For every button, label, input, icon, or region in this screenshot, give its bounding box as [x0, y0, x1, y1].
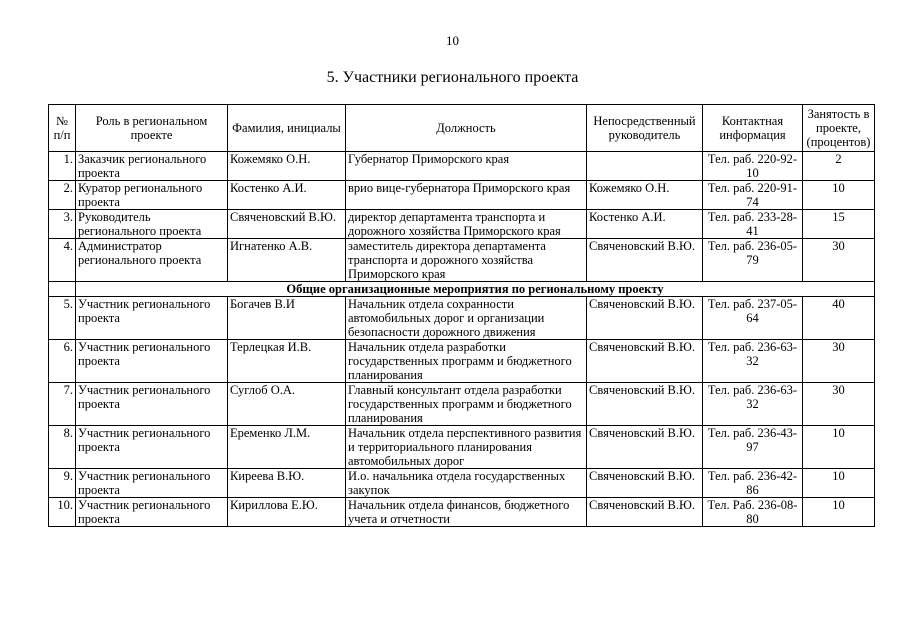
cell-num: 10.: [49, 498, 76, 527]
cell-contact: Тел. раб. 236-05-79: [703, 239, 803, 282]
cell-contact: Тел. раб. 236-42-86: [703, 469, 803, 498]
cell-position: И.о. начальника отдела государственных закупок: [346, 469, 587, 498]
cell-name: Терлецкая И.В.: [228, 340, 346, 383]
cell-num: 9.: [49, 469, 76, 498]
header-employment: Занятость в проекте, (процентов): [803, 105, 875, 152]
cell-contact: Тел. раб. 237-05-64: [703, 297, 803, 340]
header-position: Должность: [346, 105, 587, 152]
cell-num: 4.: [49, 239, 76, 282]
cell-position: Главный консультант отдела разработки государственных программ и бюджетного планирования: [346, 383, 587, 426]
cell-name: Костенко А.И.: [228, 181, 346, 210]
cell-num: 8.: [49, 426, 76, 469]
cell-contact: Тел. раб. 233-28-41: [703, 210, 803, 239]
cell-role: Участник регионального проекта: [76, 426, 228, 469]
cell-employment: 2: [803, 152, 875, 181]
participants-table: [48, 104, 875, 527]
cell-num: 3.: [49, 210, 76, 239]
header-num: № п/п: [49, 105, 76, 152]
cell-num: 5.: [49, 297, 76, 340]
cell-employment: 10: [803, 469, 875, 498]
table-row: [49, 498, 875, 527]
cell-manager: Свяченовский В.Ю.: [587, 340, 703, 383]
cell-manager: Свяченовский В.Ю.: [587, 426, 703, 469]
cell-position: врио вице-губернатора Приморского края: [346, 181, 587, 210]
group-spacer-cell: [49, 282, 76, 297]
table-row: [49, 210, 875, 239]
cell-role: Куратор регионального проекта: [76, 181, 228, 210]
cell-employment: 10: [803, 426, 875, 469]
page-number: 10: [446, 33, 459, 48]
cell-position: Начальник отдела перспективного развития и территориального планирования автомобильных дорог: [346, 426, 587, 469]
cell-name: Суглоб О.А.: [228, 383, 346, 426]
cell-employment: 30: [803, 239, 875, 282]
cell-manager: Свяченовский В.Ю.: [587, 383, 703, 426]
cell-role: Участник регионального проекта: [76, 498, 228, 527]
group-header-row: [49, 282, 875, 297]
cell-position: Губернатор Приморского края: [346, 152, 587, 181]
cell-role: Заказчик регионального проекта: [76, 152, 228, 181]
header-manager: Непосредственный руководитель: [587, 105, 703, 152]
table-row: [49, 426, 875, 469]
cell-manager: Свяченовский В.Ю.: [587, 469, 703, 498]
cell-employment: 10: [803, 181, 875, 210]
cell-name: Свяченовский В.Ю.: [228, 210, 346, 239]
cell-contact: Тел. раб. 236-63-32: [703, 383, 803, 426]
section-title: 5. Участники регионального проекта: [326, 69, 579, 86]
cell-contact: Тел. раб. 236-43-97: [703, 426, 803, 469]
cell-num: 6.: [49, 340, 76, 383]
header-name: Фамилия, инициалы: [228, 105, 346, 152]
table-row: [49, 340, 875, 383]
cell-name: Киреева В.Ю.: [228, 469, 346, 498]
cell-manager: Свяченовский В.Ю.: [587, 498, 703, 527]
cell-position: Начальник отдела сохранности автомобильных дорог и организации безопасности дорожного движения: [346, 297, 587, 340]
cell-num: 2.: [49, 181, 76, 210]
cell-contact: Тел. раб. 220-91-74: [703, 181, 803, 210]
table-row: [49, 239, 875, 282]
cell-position: Начальник отдела финансов, бюджетного учета и отчетности: [346, 498, 587, 527]
cell-name: Богачев В.И: [228, 297, 346, 340]
cell-manager: [587, 152, 703, 181]
cell-manager: Кожемяко О.Н.: [587, 181, 703, 210]
cell-role: Участник регионального проекта: [76, 469, 228, 498]
cell-role: Руководитель регионального проекта: [76, 210, 228, 239]
cell-role: Участник регионального проекта: [76, 297, 228, 340]
cell-name: Кириллова Е.Ю.: [228, 498, 346, 527]
cell-employment: 10: [803, 498, 875, 527]
table-row: [49, 297, 875, 340]
cell-role: Участник регионального проекта: [76, 383, 228, 426]
cell-employment: 30: [803, 340, 875, 383]
cell-contact: Тел. Раб. 236-08-80: [703, 498, 803, 527]
group-title: Общие организационные мероприятия по региональному проекту: [76, 282, 875, 297]
cell-employment: 40: [803, 297, 875, 340]
cell-name: Еременко Л.М.: [228, 426, 346, 469]
table-row: [49, 469, 875, 498]
table-row: [49, 383, 875, 426]
cell-position: Начальник отдела разработки государственных программ и бюджетного планирования: [346, 340, 587, 383]
table-row: [49, 152, 875, 181]
cell-position: заместитель директора департамента транспорта и дорожного хозяйства Приморского края: [346, 239, 587, 282]
cell-num: 7.: [49, 383, 76, 426]
cell-position: директор департамента транспорта и дорожного хозяйства Приморского края: [346, 210, 587, 239]
cell-manager: Свяченовский В.Ю.: [587, 297, 703, 340]
cell-name: Кожемяко О.Н.: [228, 152, 346, 181]
table-row: [49, 181, 875, 210]
cell-name: Игнатенко А.В.: [228, 239, 346, 282]
cell-num: 1.: [49, 152, 76, 181]
header-role: Роль в региональном проекте: [76, 105, 228, 152]
cell-manager: Костенко А.И.: [587, 210, 703, 239]
cell-employment: 15: [803, 210, 875, 239]
cell-contact: Тел. раб. 220-92-10: [703, 152, 803, 181]
cell-manager: Свяченовский В.Ю.: [587, 239, 703, 282]
cell-role: Администратор регионального проекта: [76, 239, 228, 282]
header-contact: Контактная информация: [703, 105, 803, 152]
cell-role: Участник регионального проекта: [76, 340, 228, 383]
cell-employment: 30: [803, 383, 875, 426]
cell-contact: Тел. раб. 236-63-32: [703, 340, 803, 383]
table-header-row: [49, 105, 875, 152]
